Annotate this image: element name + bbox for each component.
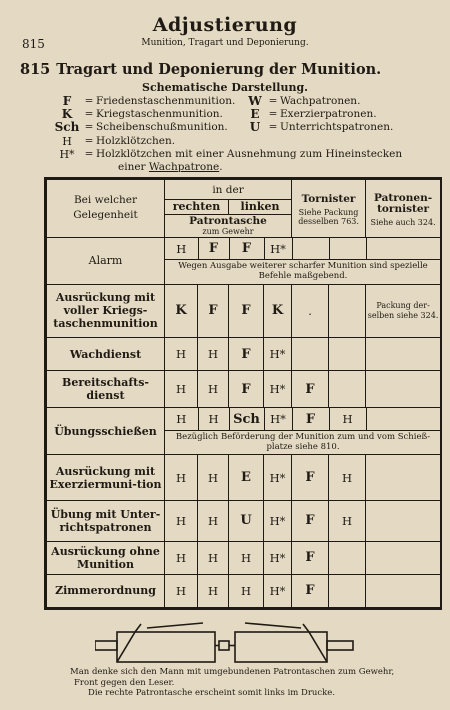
- row-with-note: [165, 237, 441, 284]
- table-cell-r1: H: [165, 455, 198, 500]
- section-heading: [20, 61, 445, 78]
- table-cell-r2: H: [198, 574, 229, 607]
- table-body: [47, 237, 441, 607]
- column-header-linken: linken: [229, 200, 292, 215]
- caption-line: Front gegen den Leser.: [74, 677, 175, 688]
- legend-code: F: [62, 94, 72, 108]
- table-cell-l1: U: [229, 500, 264, 541]
- legend-code: W: [248, 94, 262, 108]
- occasion-cell: Ausrückung ohne Munition: [47, 541, 165, 574]
- legend-row: H = Holzklötzchen.: [52, 135, 447, 148]
- patronentornister-note: Siehe auch 324.: [370, 218, 436, 228]
- table-cell-t1: F: [292, 541, 329, 574]
- table-cell-l2: H*: [264, 408, 292, 430]
- table-cell-r2: H: [198, 371, 229, 408]
- legend: [52, 95, 447, 174]
- figure-caption: [70, 667, 448, 699]
- table-cell-t2: H: [329, 500, 366, 541]
- legend-code: Sch: [54, 120, 80, 135]
- legend-text: Holzklötzchen.: [96, 134, 176, 147]
- table-cell-r1: H: [165, 238, 198, 260]
- table-cell-l1: Sch: [229, 408, 264, 430]
- table-cell-pt: [366, 500, 441, 541]
- table-cell-t1: [292, 338, 329, 371]
- table-cell-l1: E: [229, 455, 264, 500]
- legend-code: E: [250, 107, 260, 122]
- table-row: [47, 455, 441, 500]
- table-cell-l2: H*: [264, 338, 292, 371]
- table-cell-t1: F: [292, 408, 329, 430]
- table-cell-l2: H*: [264, 574, 292, 607]
- legend-row: einer Wachpatrone .: [118, 161, 223, 174]
- legend-text: Friedenstaschenmunition.: [96, 95, 236, 107]
- legend-text: einer: [118, 161, 146, 174]
- table-row: [47, 284, 441, 338]
- table-cell-l2: H*: [264, 455, 292, 500]
- table-cell-t2: H: [329, 455, 366, 500]
- section-subtitle: Schematische Darstellung.: [142, 81, 308, 94]
- table-cell-r2: H: [198, 455, 229, 500]
- table-cell-r2: F: [198, 238, 229, 260]
- legend-row: Sch = Scheibenschußmunition. U = Unterrichtspatronen.: [52, 121, 447, 134]
- column-header-tornister: Tornister Siehe Packung desselben 763.: [292, 180, 366, 238]
- page-number: 815: [22, 37, 45, 51]
- table-row: [47, 408, 441, 455]
- table-cell-t1: F: [292, 371, 329, 408]
- table-cell-t1: .: [292, 284, 329, 338]
- table-cell-pt: [366, 455, 441, 500]
- table-cell-t2: [329, 371, 366, 408]
- row-note: Wegen Ausgabe weiterer scharfer Munition sind spezielle Befehle maßgebend.: [178, 260, 428, 281]
- table-cell-t1: F: [292, 574, 329, 607]
- table-cell-t1: F: [292, 500, 329, 541]
- table-cell-pt: [366, 541, 441, 574]
- legend-text: Unterrichtspatronen.: [280, 121, 394, 134]
- legend-code: H: [62, 134, 72, 148]
- occasion-cell: Ausrückung mit voller Kriegs-taschenmunition: [47, 284, 165, 338]
- legend-row: K = Kriegstaschenmunition. E = Exerzierpatronen.: [52, 108, 447, 121]
- table-cell-t2: [329, 238, 366, 260]
- table-cell-l2: H*: [264, 238, 292, 260]
- table-cell-l1: H: [229, 574, 264, 607]
- table-cell-r1: H: [165, 371, 198, 408]
- occasion-cell: Übungsschießen: [47, 408, 165, 455]
- table-cell-t1: [292, 238, 329, 260]
- legend-code: K: [61, 107, 73, 122]
- table-cell-pt: [366, 408, 441, 430]
- occasion-cell: Bereitschafts-dienst: [47, 371, 165, 408]
- section-number: 815: [20, 61, 51, 78]
- occasion-cell: Übung mit Unter-richtspatronen: [47, 500, 165, 541]
- legend-text: Wachpatronen.: [280, 95, 361, 107]
- running-title: Adjustierung: [152, 14, 298, 36]
- table-cell-r2: H: [198, 338, 229, 371]
- table-cell-l1: F: [229, 371, 264, 408]
- table-row: [47, 371, 441, 408]
- legend-text: Scheibenschußmunition.: [96, 121, 228, 134]
- caption-line: Die rechte Patrontasche erscheint somit links im Drucke.: [88, 688, 336, 698]
- table-row: [47, 541, 441, 574]
- zum-gewehr-note: zum Gewehr: [202, 227, 254, 237]
- legend-row: H* = Holzklötzchen mit einer Ausnehmung zum Hineinstecken: [52, 148, 447, 161]
- table-cell-pt: [366, 238, 441, 260]
- column-header-occasion: Bei welcher Gelegenheit: [47, 180, 165, 238]
- table-cell-r1: H: [165, 574, 198, 607]
- column-header-patrontasche: Patrontasche zum Gewehr: [165, 214, 292, 237]
- legend-row: F = Friedenstaschenmunition. W = Wachpatronen.: [52, 95, 447, 108]
- table-cell-l2: H*: [264, 371, 292, 408]
- table-cell-t2: [329, 541, 366, 574]
- table-cell-t2: [329, 338, 366, 371]
- occasion-cell: Zimmerordnung: [47, 574, 165, 607]
- table-cell-l2: K: [264, 284, 292, 338]
- table-cell-t2: H: [329, 408, 366, 430]
- table-cell-r1: H: [165, 338, 198, 371]
- table-row: [47, 338, 441, 371]
- table-row: [47, 574, 441, 607]
- occasion-cell: Ausrückung mit Exerziermuni-tion: [47, 455, 165, 500]
- table-cell-r1: H: [165, 408, 198, 430]
- legend-text: Exerzierpatronen.: [280, 108, 377, 121]
- table-cell-r2: F: [198, 284, 229, 338]
- ammunition-table: [44, 177, 442, 610]
- tornister-note: Siehe Packung desselben 763.: [298, 208, 359, 227]
- row-note: Bezüglich Beförderung der Munition zum und vom Schieß-platze siehe 810.: [175, 431, 431, 452]
- table-cell-r2: H: [198, 541, 229, 574]
- table-cell-l1: F: [229, 284, 264, 338]
- legend-text: Wachpatrone: [148, 161, 220, 174]
- table-cell-pt: Packung der-selben siehe 324.: [366, 284, 441, 338]
- table-cell-t1: F: [292, 455, 329, 500]
- column-header-in-der: in der: [165, 180, 292, 200]
- occasion-cell: Alarm: [47, 237, 165, 284]
- table-cell-r2: H: [198, 500, 229, 541]
- table-row: [47, 237, 441, 284]
- running-subtitle: Munition, Tragart und Deponierung.: [141, 38, 309, 48]
- caption-line: Man denke sich den Mann mit umgebundenen Patrontaschen zum Gewehr,: [70, 667, 395, 677]
- legend-code: U: [249, 120, 261, 135]
- table-cell-l2: H*: [264, 541, 292, 574]
- column-header-rechten: rechten: [165, 200, 229, 215]
- table-cell-pt: [366, 574, 441, 607]
- table-cell-t2: [329, 574, 366, 607]
- column-header-patronentornister: Patronen-tornister Siehe auch 324.: [366, 180, 441, 238]
- table-cell-t2: [329, 284, 366, 338]
- table-cell-l2: H*: [264, 500, 292, 541]
- legend-text: Holzklötzchen mit einer Ausnehmung zum Hineinstecken: [96, 147, 403, 160]
- legend-code: H*: [59, 147, 75, 161]
- row-with-note: [165, 408, 441, 455]
- occasion-cell: Wachdienst: [47, 338, 165, 371]
- table-row: [47, 500, 441, 541]
- section-title: Tragart und Deponierung der Munition.: [56, 61, 382, 78]
- table-cell-l1: F: [229, 338, 264, 371]
- pouch-diagram: [95, 622, 355, 666]
- table-cell-l1: H: [229, 541, 264, 574]
- table-cell-r1: H: [165, 541, 198, 574]
- legend-text: Kriegstaschenmunition.: [96, 108, 223, 121]
- table-cell-pt: [366, 338, 441, 371]
- table-cell-r1: K: [165, 284, 198, 338]
- table-cell-r2: H: [198, 408, 229, 430]
- table-cell-l1: F: [229, 238, 264, 260]
- table-cell-pt: [366, 371, 441, 408]
- table-cell-r1: H: [165, 500, 198, 541]
